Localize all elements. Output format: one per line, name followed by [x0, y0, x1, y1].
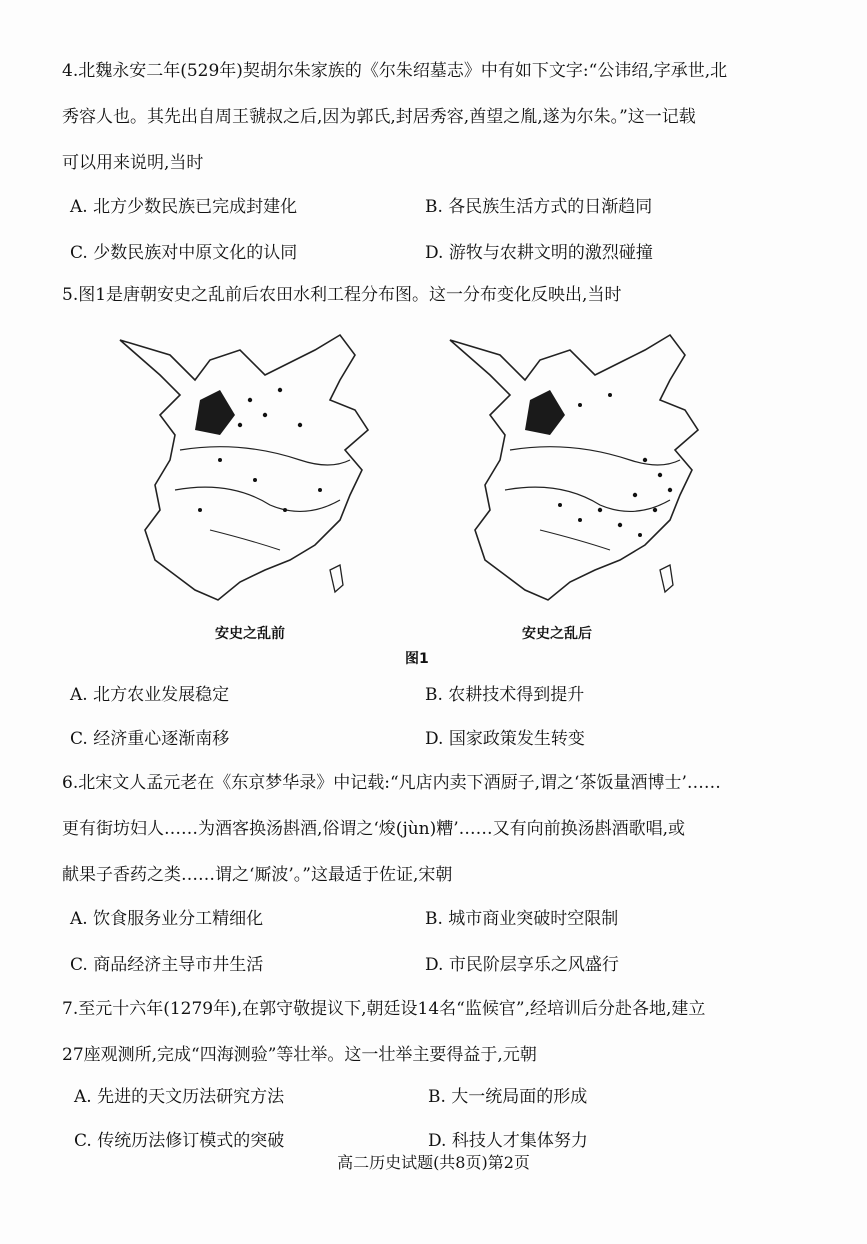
- question-6-line-1: 6.北宋文人孟元老在《东京梦华录》中记载:“凡店内卖下酒厨子,谓之‘茶饭量酒博士’……: [62, 773, 721, 793]
- page-footer: 高二历史试题(共8页)第2页: [337, 1153, 530, 1172]
- map-after-drawing: [430, 320, 740, 620]
- question-6-option-a[interactable]: A. 饮食服务业分工精细化: [70, 909, 264, 929]
- question-5-line-1: 5.图1是唐朝安史之乱前后农田水利工程分布图。这一分布变化反映出,当时: [62, 285, 622, 305]
- question-5-option-d[interactable]: D. 国家政策发生转变: [425, 729, 585, 749]
- question-6: [62, 760, 782, 898]
- question-5-option-b[interactable]: B. 农耕技术得到提升: [425, 685, 585, 705]
- question-7-option-b[interactable]: B. 大一统局面的形成: [428, 1087, 588, 1107]
- figure-1-maps: [100, 320, 740, 660]
- question-4-line-1: 4.北魏永安二年(529年)契胡尔朱家族的《尔朱绍墓志》中有如下文字:“公讳绍,字承世,北: [62, 61, 728, 81]
- map-before-caption: 安史之乱前: [215, 626, 285, 642]
- map-before-drawing: [100, 320, 410, 620]
- question-5-option-c[interactable]: C. 经济重心逐渐南移: [70, 729, 230, 749]
- figure-caption: 图1: [405, 651, 429, 667]
- question-4: [62, 48, 782, 186]
- question-6-option-b[interactable]: B. 城市商业突破时空限制: [425, 909, 619, 929]
- question-6-option-d[interactable]: D. 市民阶层享乐之风盛行: [425, 955, 619, 975]
- question-6-line-3: 献果子香药之类……谓之‘厮波’。”这最适于佐证,宋朝: [62, 865, 453, 885]
- question-6-line-2: 更有街坊妇人……为酒客换汤斟酒,俗谓之‘焌(jùn)糟’……又有向前换汤斟酒歌唱,或: [62, 819, 686, 839]
- map-after: [430, 320, 740, 620]
- question-5: [62, 272, 782, 318]
- question-4-option-b[interactable]: B. 各民族生活方式的日渐趋同: [425, 197, 653, 217]
- question-4-line-2: 秀容人也。其先出自周王虢叔之后,因为郭氏,封居秀容,酋望之胤,遂为尔朱。”这一记载: [62, 107, 696, 127]
- question-7-option-d[interactable]: D. 科技人才集体努力: [428, 1131, 588, 1151]
- map-before: [100, 320, 410, 620]
- map-after-caption: 安史之乱后: [522, 626, 592, 642]
- question-4-line-3: 可以用来说明,当时: [62, 153, 204, 173]
- question-4-option-d[interactable]: D. 游牧与农耕文明的激烈碰撞: [425, 243, 653, 263]
- question-4-option-a[interactable]: A. 北方少数民族已完成封建化: [70, 197, 298, 217]
- question-4-option-c[interactable]: C. 少数民族对中原文化的认同: [70, 243, 298, 263]
- question-7: [62, 986, 782, 1078]
- question-7-option-a[interactable]: A. 先进的天文历法研究方法: [74, 1087, 285, 1107]
- question-7-option-c[interactable]: C. 传统历法修订模式的突破: [74, 1131, 285, 1151]
- question-7-line-2: 27座观测所,完成“四海测验”等壮举。这一壮举主要得益于,元朝: [62, 1045, 537, 1065]
- question-6-option-c[interactable]: C. 商品经济主导市井生活: [70, 955, 264, 975]
- question-5-option-a[interactable]: A. 北方农业发展稳定: [70, 685, 230, 705]
- question-7-line-1: 7.至元十六年(1279年),在郭守敬提议下,朝廷设14名“监候官”,经培训后分赴各地,建立: [62, 999, 706, 1019]
